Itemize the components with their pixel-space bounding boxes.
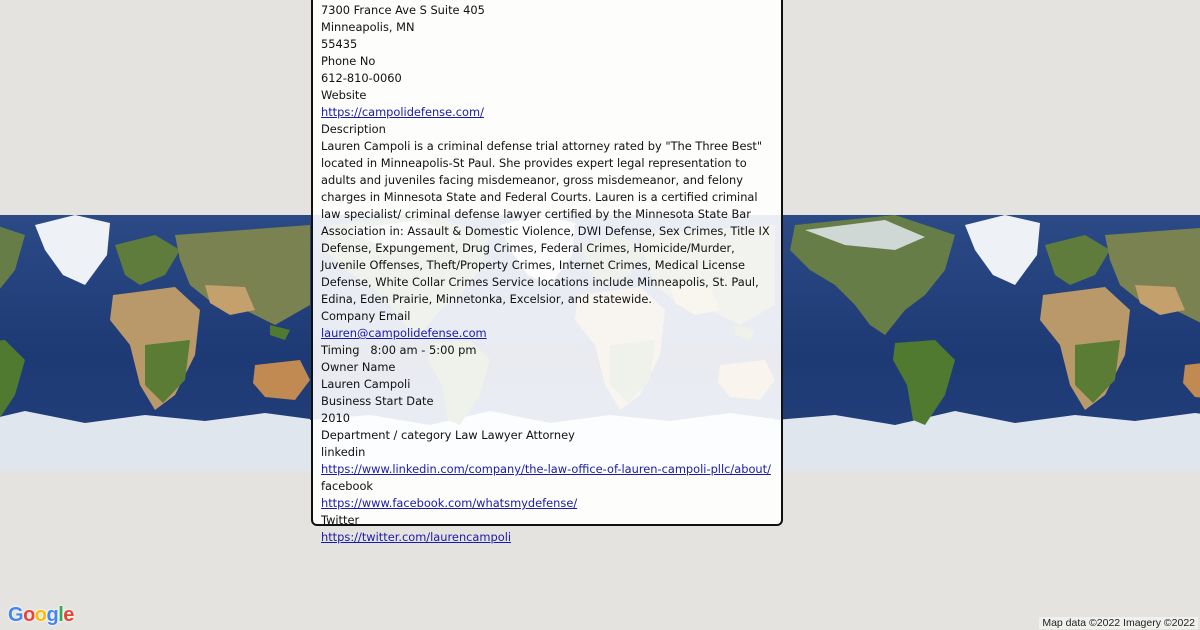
description-label: Description: [321, 122, 386, 136]
facebook-label: facebook: [321, 479, 374, 493]
website-label: Website: [321, 88, 367, 102]
phone-label: Phone No: [321, 54, 376, 68]
website-link[interactable]: https://campolidefense.com/: [321, 105, 484, 119]
email-link[interactable]: lauren@campolidefense.com: [321, 326, 487, 340]
category-value: Law Lawyer Attorney: [454, 428, 575, 442]
address-line: 7300 France Ave S Suite 405: [321, 3, 485, 17]
owner-name: Lauren Campoli: [321, 377, 411, 391]
city-state: Minneapolis, MN: [321, 20, 415, 34]
timing-label: Timing: [321, 343, 360, 357]
timing-value: 8:00 am - 5:00 pm: [370, 343, 477, 357]
description-text: Lauren Campoli is a criminal defense trial attorney rated by "The Three Best" located in Minneapolis-St Paul. She provides expert legal representation to adults and juveniles facing misdemeanor, gross misdemeanor, and felony charges in Minnesota State and Federal Courts. Lauren is a certified criminal law specialist/ criminal defense lawyer certified by the Minnesota State Bar Association in: Assault & Domestic Violence, DWI Defense, Sex Crimes, Title IX Defense, Expungement, Drug Crimes, Federal Crimes, Homicide/Murder, Juvenile Offenses, Theft/Property Crimes, Internet Crimes, Medical License Defense, White Collar Crimes Service locations include Minneapolis, St. Paul, Edina, Eden Prairie, Minnetonka, Excelsior, and statewide.: [321, 139, 770, 306]
phone-number: 612-810-0060: [321, 71, 402, 85]
linkedin-link[interactable]: https://www.linkedin.com/company/the-law-office-of-lauren-campoli-pllc/about/: [321, 462, 771, 476]
start-date: 2010: [321, 411, 350, 425]
category-label: Department / category: [321, 428, 452, 442]
twitter-label: Twitter: [321, 513, 360, 527]
map-attribution: Map data ©2022 Imagery ©2022: [1039, 617, 1198, 629]
owner-label: Owner Name: [321, 360, 396, 374]
twitter-link[interactable]: https://twitter.com/laurencampoli: [321, 530, 512, 544]
facebook-link[interactable]: https://www.facebook.com/whatsmydefense/: [321, 496, 578, 510]
linkedin-label: linkedin: [321, 445, 366, 459]
start-date-label: Business Start Date: [321, 394, 434, 408]
email-label: Company Email: [321, 309, 411, 323]
google-logo[interactable]: Google: [8, 604, 74, 626]
zip-code: 55435: [321, 37, 358, 51]
business-info-window: [311, 0, 783, 544]
